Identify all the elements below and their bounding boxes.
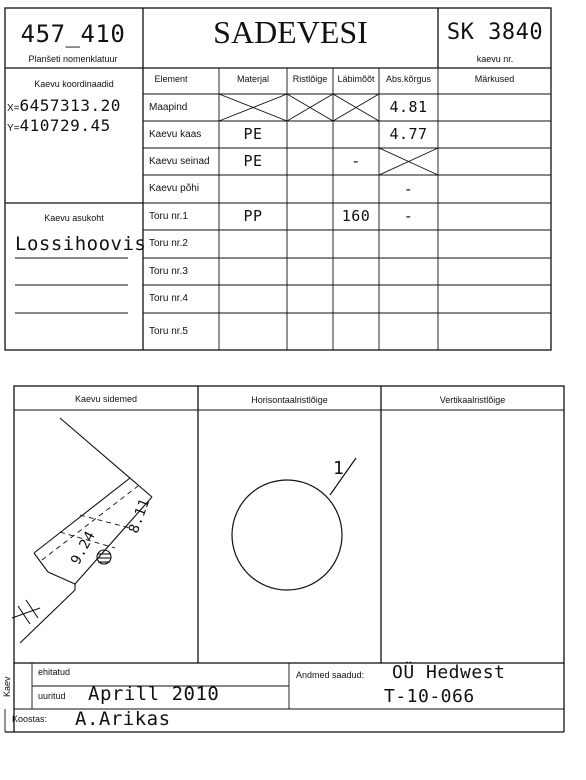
- table-cell-crosssection: [287, 175, 333, 203]
- table-cell-diameter: [333, 94, 379, 121]
- table-cell-crosssection: [287, 94, 333, 121]
- table-cell-notes: [438, 230, 551, 258]
- sketch-horizontal-label: Horisontaalristlõige: [251, 395, 328, 405]
- table-cell-material: [219, 313, 287, 350]
- page-title: SADEVESI: [213, 14, 368, 50]
- table-cell-material: PE: [243, 152, 263, 170]
- sketch-vertical-label: Vertikaalristlõige: [439, 395, 506, 405]
- location-value: Lossihoovis: [15, 233, 147, 255]
- coordinate-x: X=6457313.20: [7, 96, 121, 115]
- table-cell-crosssection: [287, 313, 333, 350]
- table-cell-notes: [438, 313, 551, 350]
- table-cell-material: PP: [243, 207, 263, 225]
- built-label: ehitatud: [38, 667, 71, 677]
- table-cell-diameter: [333, 285, 379, 313]
- table-cell-crosssection: [287, 203, 333, 230]
- table-cell-element: Toru nr.1: [149, 211, 188, 222]
- table-cell-crosssection: [287, 285, 333, 313]
- table-cell-material: [219, 285, 287, 313]
- coordinate-y: Y=410729.45: [7, 116, 111, 135]
- table-cell-notes: [438, 258, 551, 285]
- table-cell-element: Toru nr.4: [149, 293, 188, 304]
- table-cell-diameter: 160: [341, 207, 371, 225]
- data-source-value: OÜ Hedwest: [392, 662, 506, 683]
- table-cell-elevation: 4.77: [389, 125, 428, 143]
- table-cell-elevation: 4.81: [389, 98, 428, 116]
- location-label: Kaevu asukoht: [44, 213, 104, 223]
- sheet-number: 457_410: [20, 20, 126, 48]
- table-cell-diameter: -: [351, 152, 361, 170]
- table-cell-diameter: [333, 121, 379, 148]
- col-header-crosssection: Ristlõige: [292, 74, 328, 84]
- table-cell-elevation: -: [403, 180, 414, 198]
- table-cell-diameter: [333, 258, 379, 285]
- coordinates-label: Kaevu koordinaadid: [34, 79, 114, 89]
- measure-a: 8.11: [126, 496, 154, 536]
- sketch-connections-label: Kaevu sidemed: [74, 394, 138, 404]
- table-cell-notes: [438, 285, 551, 313]
- table-cell-elevation: [379, 313, 438, 350]
- well-label: kaevu nr.: [476, 54, 514, 64]
- table-cell-material: [219, 94, 287, 121]
- table-cell-material: [219, 175, 287, 203]
- table-cell-diameter: [333, 175, 379, 203]
- table-cell-notes: [438, 94, 551, 121]
- table-cell-element: Toru nr.3: [149, 266, 188, 277]
- well-number: SK 3840: [446, 20, 544, 45]
- surveyed-label: uuritud: [38, 691, 66, 701]
- col-header-diameter: Läbimõõt: [337, 74, 375, 84]
- table-cell-element: Kaevu seinad: [149, 156, 210, 167]
- measure-b: 9.24: [68, 528, 99, 568]
- col-header-notes: Märkused: [474, 74, 515, 84]
- table-cell-element: Kaevu kaas: [149, 129, 202, 140]
- table-cell-elevation: [379, 258, 438, 285]
- compiled-label: Koostas:: [12, 714, 48, 724]
- col-header-material: Materjal: [236, 74, 269, 84]
- table-cell-crosssection: [287, 258, 333, 285]
- table-cell-notes: [438, 121, 551, 148]
- data-source-label: Andmed saadud:: [296, 670, 365, 680]
- pipe-label: 1: [333, 458, 345, 479]
- table-cell-crosssection: [287, 230, 333, 258]
- table-cell-crosssection: [287, 121, 333, 148]
- col-header-element: Element: [154, 74, 188, 84]
- table-cell-element: Maapind: [149, 102, 188, 113]
- well-side-label: Kaev: [2, 676, 12, 697]
- table-cell-notes: [438, 175, 551, 203]
- surveyed-value: Aprill 2010: [88, 683, 220, 705]
- table-cell-elevation: [379, 230, 438, 258]
- compiled-value: A.Arikas: [75, 708, 171, 730]
- table-cell-elevation: [379, 285, 438, 313]
- table-cell-element: Kaevu põhi: [149, 183, 200, 194]
- table-cell-diameter: [333, 230, 379, 258]
- table-cell-element: Toru nr.2: [149, 238, 188, 249]
- data-source-ref: T-10-066: [384, 686, 475, 707]
- table-cell-material: [219, 258, 287, 285]
- table-cell-diameter: [333, 313, 379, 350]
- col-header-elevation: Abs.kõrgus: [385, 74, 432, 84]
- table-cell-elevation: -: [403, 207, 414, 225]
- table-cell-notes: [438, 148, 551, 175]
- table-cell-crosssection: [287, 148, 333, 175]
- table-cell-material: [219, 230, 287, 258]
- table-cell-element: Toru nr.5: [149, 326, 188, 337]
- table-cell-material: PE: [243, 125, 263, 143]
- table-cell-notes: [438, 203, 551, 230]
- sheet-label: Planšeti nomenklatuur: [28, 54, 118, 64]
- table-cell-elevation: [379, 148, 438, 175]
